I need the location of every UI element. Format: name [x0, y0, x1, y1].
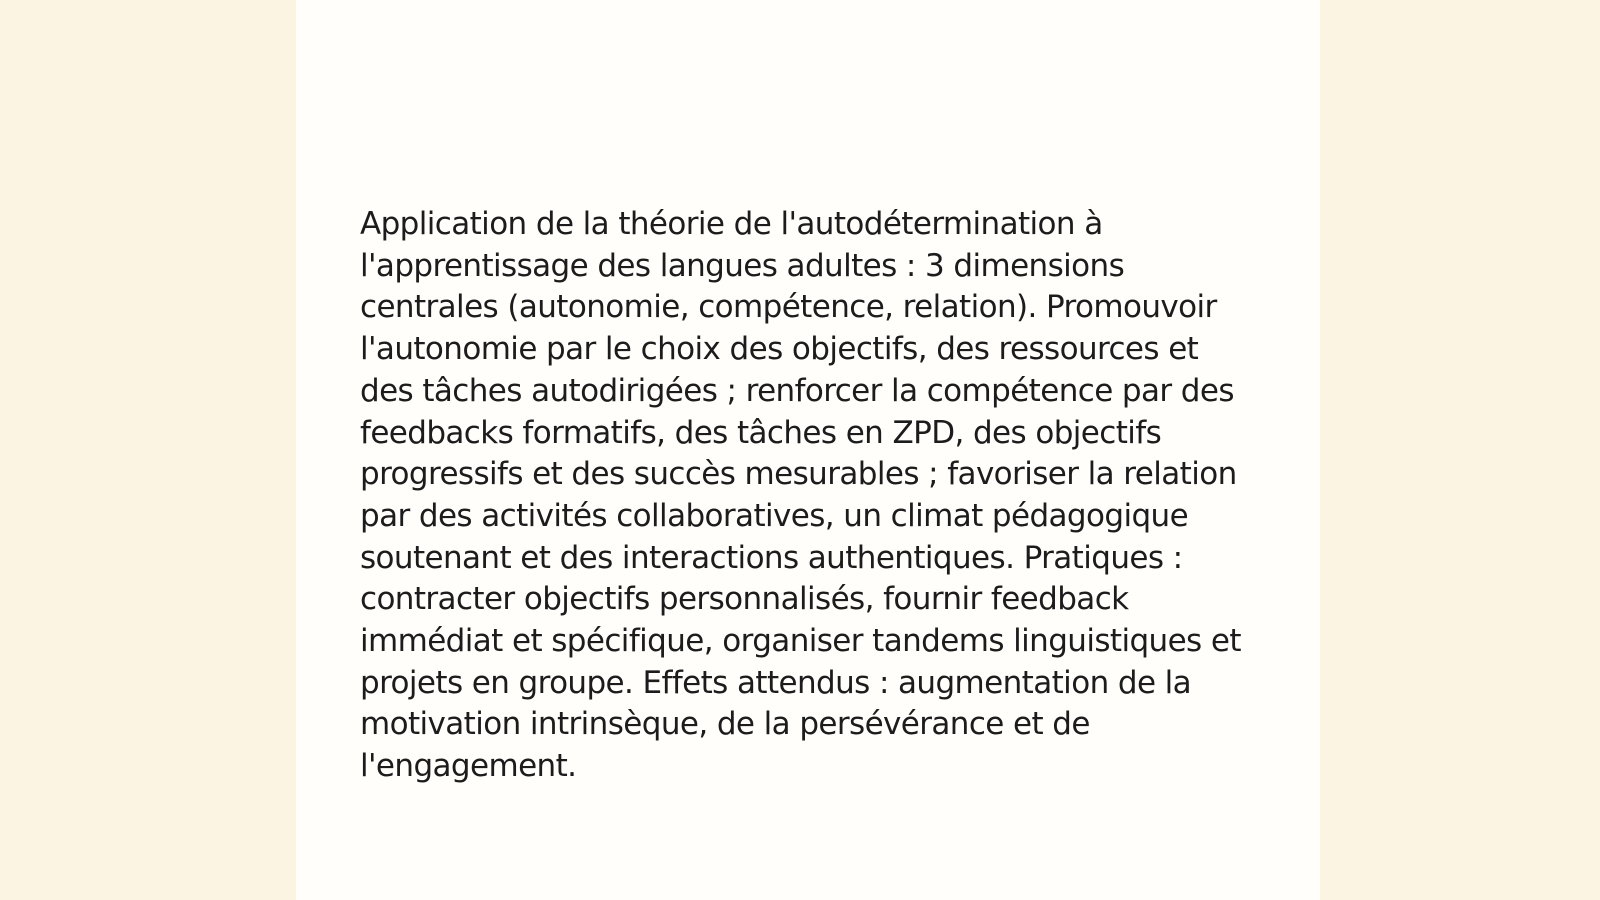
document-page: [296, 0, 1320, 900]
body-paragraph: Application de la théorie de l'autodétermination à l'apprentissage des langues adultes : 3 dimensions centrales (autonomie, compétence, relation). Promouvoir l'autonomie par le choix des objectifs, des ressources et des tâches autodirigées ; renforcer la compétence par des feedbacks formatifs, des tâches en ZPD, des objectifs progressifs et des succès mesurables ; favoriser la relation par des activités collaboratives, un climat pédagogique soutenant et des interactions authentiques. Pratiques : contracter objectifs personnalisés, fournir feedback immédiat et spécifique, organiser tandems linguistiques et projets en groupe. Effets attendus : augmentation de la motivation intrinsèque, de la persévérance et de l'engagement.: [360, 206, 1241, 785]
